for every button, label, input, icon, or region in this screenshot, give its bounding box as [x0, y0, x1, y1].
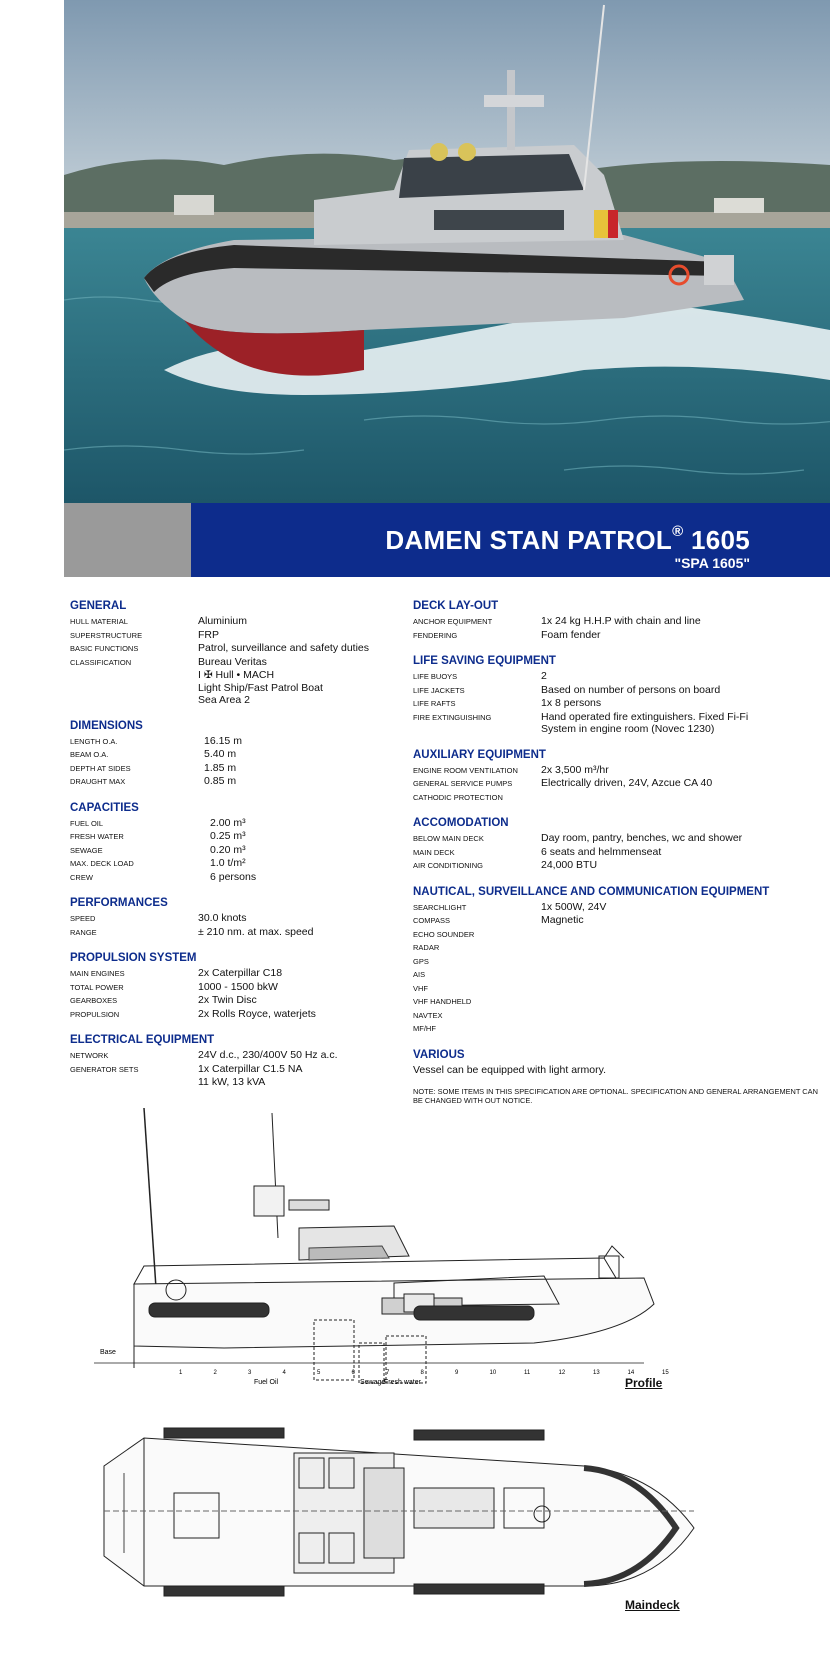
spec-value: 1.85 m [204, 761, 237, 774]
spec-section-general [70, 600, 400, 707]
spec-label: ANCHOR EQUIPMENT [413, 617, 493, 626]
section-title: CAPACITIES [70, 801, 139, 814]
spec-label: MAX. DECK LOAD [70, 859, 134, 868]
spec-label: BEAM O.A. [70, 750, 109, 759]
tank-label-fuel-oil: Fuel Oil [254, 1379, 279, 1386]
spec-note: NOTE: SOME ITEMS IN THIS SPECIFICATION ARE OPTIONAL. SPECIFICATION AND GENERAL ARRANGEMENT CAN BE CHANGED WITH OUT NOTICE. [413, 1086, 818, 1105]
spec-row [413, 711, 823, 736]
spec-value: Electrically driven, 24V, Azcue CA 40 [541, 777, 713, 789]
spec-label: GENERATOR SETS [70, 1064, 139, 1074]
spec-label: CLASSIFICATION [70, 657, 132, 667]
spec-value: 11 kW, 13 kVA [198, 1076, 266, 1088]
spec-value: Bureau Veritas [198, 655, 267, 668]
spec-value: Foam fender [541, 628, 601, 641]
spec-section-deck-lay-out [413, 600, 823, 642]
section-title: DIMENSIONS [70, 719, 143, 732]
various-title: VARIOUS [413, 1048, 465, 1061]
spec-row [70, 748, 400, 762]
title-band [191, 503, 830, 577]
spec-row [70, 871, 400, 885]
frame-number: 4 [282, 1370, 286, 1376]
spec-value: 0.20 m³ [210, 843, 246, 856]
spec-row [70, 1076, 400, 1089]
spec-label: MAIN DECK [413, 847, 455, 857]
spec-value: 2x Twin Disc [198, 994, 257, 1006]
spec-value: 2x Rolls Royce, waterjets [198, 1007, 316, 1020]
spec-row [70, 857, 400, 871]
frame-number: 13 [593, 1370, 600, 1376]
frame-number: 10 [489, 1370, 497, 1376]
spec-row [70, 830, 400, 844]
spec-label [70, 1076, 198, 1089]
spec-value: 0.85 m [204, 775, 237, 787]
spec-value: 1.0 t/m² [210, 857, 246, 869]
spec-row [413, 615, 823, 629]
spec-right-sections [413, 600, 823, 1036]
spec-label: VHF [413, 983, 428, 993]
spec-value: 0.25 m³ [210, 830, 246, 842]
spec-label: NETWORK [70, 1051, 109, 1060]
hero-photo [64, 0, 830, 503]
frame-number: 9 [455, 1370, 459, 1376]
spec-label [70, 682, 198, 695]
section-title: PROPULSION SYSTEM [70, 952, 197, 964]
spec-row [413, 941, 823, 955]
spec-row [70, 762, 400, 776]
product-number: 1605 [690, 525, 750, 555]
spec-right-column [413, 600, 823, 1118]
spec-value: Magnetic [541, 914, 584, 926]
spec-value: Aluminium [198, 615, 248, 627]
frame-number: 12 [558, 1370, 566, 1376]
spec-row [70, 844, 400, 858]
spec-label: CREW [70, 872, 93, 882]
spec-row [413, 968, 823, 982]
spec-label: FENDERING [413, 630, 458, 640]
spec-label: AIS [413, 970, 426, 979]
spec-row [70, 926, 400, 940]
spec-value: I ✠ Hull • MACH [198, 669, 275, 681]
spec-row [413, 670, 823, 684]
spec-row [70, 912, 400, 926]
spec-row [413, 914, 823, 928]
section-title: DECK LAY-OUT [413, 600, 499, 612]
spec-label [70, 669, 198, 682]
spec-label: GENERAL SERVICE PUMPS [413, 779, 513, 788]
section-title: GENERAL [70, 600, 127, 612]
registered-mark: ® [672, 523, 684, 540]
ga-drawing-svg [64, 1108, 830, 1670]
spec-section-capacities [70, 802, 400, 885]
spec-label: LIFE RAFTS [413, 699, 456, 708]
section-title: PERFORMANCES [70, 897, 168, 909]
spec-label: LIFE BUOYS [413, 672, 458, 681]
frame-number: 8 [420, 1370, 424, 1376]
spec-value: 1x 24 kg H.H.P with chain and line [541, 615, 701, 627]
product-title [385, 525, 750, 556]
spec-row [70, 682, 400, 695]
section-title: NAUTICAL, SURVEILLANCE AND COMMUNICATION EQUIPMENT [413, 885, 770, 898]
spec-left-column [70, 600, 400, 1102]
general-arrangement-drawing [64, 1108, 830, 1670]
spec-row [70, 967, 400, 981]
spec-label: SEWAGE [70, 845, 103, 855]
spec-section-dimensions [70, 720, 400, 789]
spec-section-electrical-equipment [70, 1034, 400, 1089]
spec-row [413, 629, 823, 643]
patrol-boat-photo [64, 0, 830, 503]
spec-label: MAIN ENGINES [70, 969, 125, 978]
product-subtitle: "SPA 1605" [674, 555, 750, 571]
spec-value: 1x Caterpillar C1.5 NA [198, 1062, 303, 1075]
spec-value: ± 210 nm. at max. speed [198, 925, 314, 938]
title-band-grey [64, 503, 191, 577]
spec-label: GPS [413, 956, 429, 966]
spec-label: RANGE [70, 927, 97, 937]
spec-row [70, 669, 400, 682]
spec-value: 30.0 knots [198, 912, 247, 924]
spec-section-propulsion-system [70, 952, 400, 1021]
spec-value: 6 seats and helmmenseat [541, 845, 662, 858]
section-title: ELECTRICAL EQUIPMENT [70, 1034, 215, 1046]
spec-row [413, 928, 823, 942]
spec-label: SUPERSTRUCTURE [70, 630, 143, 640]
spec-row [70, 735, 400, 749]
tank-label-sewage: Sewage [360, 1379, 386, 1386]
section-title: LIFE SAVING EQUIPMENT [413, 655, 556, 667]
spec-row [413, 791, 823, 805]
frame-number: 3 [248, 1370, 252, 1376]
spec-value: FRP [198, 628, 219, 641]
spec-row [413, 764, 823, 778]
spec-value: 24V d.c., 230/400V 50 Hz a.c. [198, 1049, 338, 1061]
various-text: Vessel can be equipped with light armory. [413, 1063, 606, 1076]
spec-value: 2.00 m³ [210, 816, 246, 829]
spec-value: 1x 500W, 24V [541, 900, 607, 913]
spec-label: SEARCHLIGHT [413, 902, 467, 912]
spec-row [70, 994, 400, 1008]
frame-number: 6 [351, 1370, 355, 1376]
spec-value: 2x Caterpillar C18 [198, 967, 283, 979]
spec-row [70, 694, 400, 707]
spec-row [70, 629, 400, 643]
spec-row [413, 955, 823, 969]
spec-row [413, 901, 823, 915]
spec-section-life-saving-equipment [413, 655, 823, 736]
spec-row [70, 775, 400, 789]
frame-number: 2 [213, 1370, 217, 1376]
frame-number: 15 [662, 1370, 669, 1376]
spec-label: FIRE EXTINGUISHING [413, 712, 492, 722]
spec-row [413, 846, 823, 860]
maindeck-label: Maindeck [625, 1598, 680, 1612]
spec-label: PROPULSION [70, 1009, 120, 1019]
spec-section-auxiliary-equipment [413, 749, 823, 805]
spec-row [413, 1022, 823, 1036]
spec-label: FRESH WATER [70, 832, 124, 841]
spec-label: BASIC FUNCTIONS [70, 644, 139, 653]
spec-value: 2x 3,500 m³/hr [541, 763, 609, 776]
product-title-text: DAMEN STAN PATROL [385, 525, 673, 555]
spec-section-performances [70, 897, 400, 939]
spec-label: ECHO SOUNDER [413, 929, 475, 939]
spec-row [70, 1063, 400, 1077]
spec-label: VHF HANDHELD [413, 997, 472, 1006]
frame-number: 5 [317, 1370, 321, 1376]
spec-row [70, 981, 400, 995]
section-title: AUXILIARY EQUIPMENT [413, 748, 546, 761]
spec-row [413, 684, 823, 698]
spec-label: AIR CONDITIONING [413, 861, 484, 870]
spec-row [413, 1009, 823, 1023]
spec-label: BELOW MAIN DECK [413, 834, 484, 843]
spec-label: TOTAL POWER [70, 982, 124, 992]
spec-label: ENGINE ROOM VENTILATION [413, 765, 518, 775]
frame-numbers [179, 1370, 669, 1376]
spec-row [70, 656, 400, 670]
spec-value: 16.15 m [204, 734, 242, 747]
spec-label: LIFE JACKETS [413, 685, 465, 695]
spec-row [413, 995, 823, 1009]
spec-value: 5.40 m [204, 748, 237, 760]
spec-value: Patrol, surveillance and safety duties [198, 642, 370, 654]
spec-label: COMPASS [413, 916, 450, 925]
spec-row [413, 982, 823, 996]
spec-label [70, 694, 198, 707]
spec-value: Day room, pantry, benches, wc and shower [541, 832, 743, 844]
spec-label: DEPTH AT SIDES [70, 763, 131, 773]
spec-row [70, 615, 400, 629]
spec-label: CATHODIC PROTECTION [413, 792, 503, 802]
spec-label: LENGTH O.A. [70, 736, 118, 746]
spec-label: RADAR [413, 943, 440, 952]
spec-value: Light Ship/Fast Patrol Boat [198, 681, 323, 694]
base-label: Base [100, 1349, 116, 1356]
spec-label: SPEED [70, 914, 96, 923]
tank-label-fresh-water: Fresh water [384, 1379, 421, 1386]
spec-value: 1000 - 1500 bkW [198, 980, 278, 993]
spec-row [70, 1008, 400, 1022]
profile-label: Profile [625, 1376, 663, 1390]
spec-row [413, 697, 823, 711]
spec-row [70, 817, 400, 831]
spec-label: NAVTEX [413, 1010, 443, 1020]
spec-section-accomodation [413, 817, 823, 873]
spec-value: Based on number of persons on board [541, 683, 721, 696]
spec-label: HULL MATERIAL [70, 617, 128, 626]
spec-row [413, 859, 823, 873]
section-title: ACCOMODATION [413, 817, 509, 829]
spec-value: 6 persons [210, 870, 257, 883]
spec-value: 1x 8 persons [541, 697, 602, 709]
frame-number: 11 [524, 1370, 531, 1376]
spec-value: 24,000 BTU [541, 859, 598, 871]
spec-row [70, 642, 400, 656]
frame-number: 7 [386, 1370, 390, 1376]
frame-number: 14 [627, 1370, 635, 1376]
spec-label: MF/HF [413, 1024, 436, 1033]
spec-label: FUEL OIL [70, 818, 104, 828]
spec-section-nautical-surveillance-and-communication-equipment [413, 886, 823, 1036]
spec-label: GEARBOXES [70, 996, 118, 1005]
spec-value: 2 [541, 670, 547, 682]
various-section [413, 1049, 823, 1105]
frame-number: 1 [179, 1370, 183, 1376]
spec-row [70, 1049, 400, 1063]
spec-row [413, 832, 823, 846]
spec-value: Hand operated fire extinguishers. Fixed Fi-Fi System in engine room (Novec 1230) [541, 710, 749, 735]
spec-row [413, 777, 823, 791]
spec-value: Sea Area 2 [198, 694, 250, 706]
spec-label: DRAUGHT MAX [70, 777, 126, 786]
